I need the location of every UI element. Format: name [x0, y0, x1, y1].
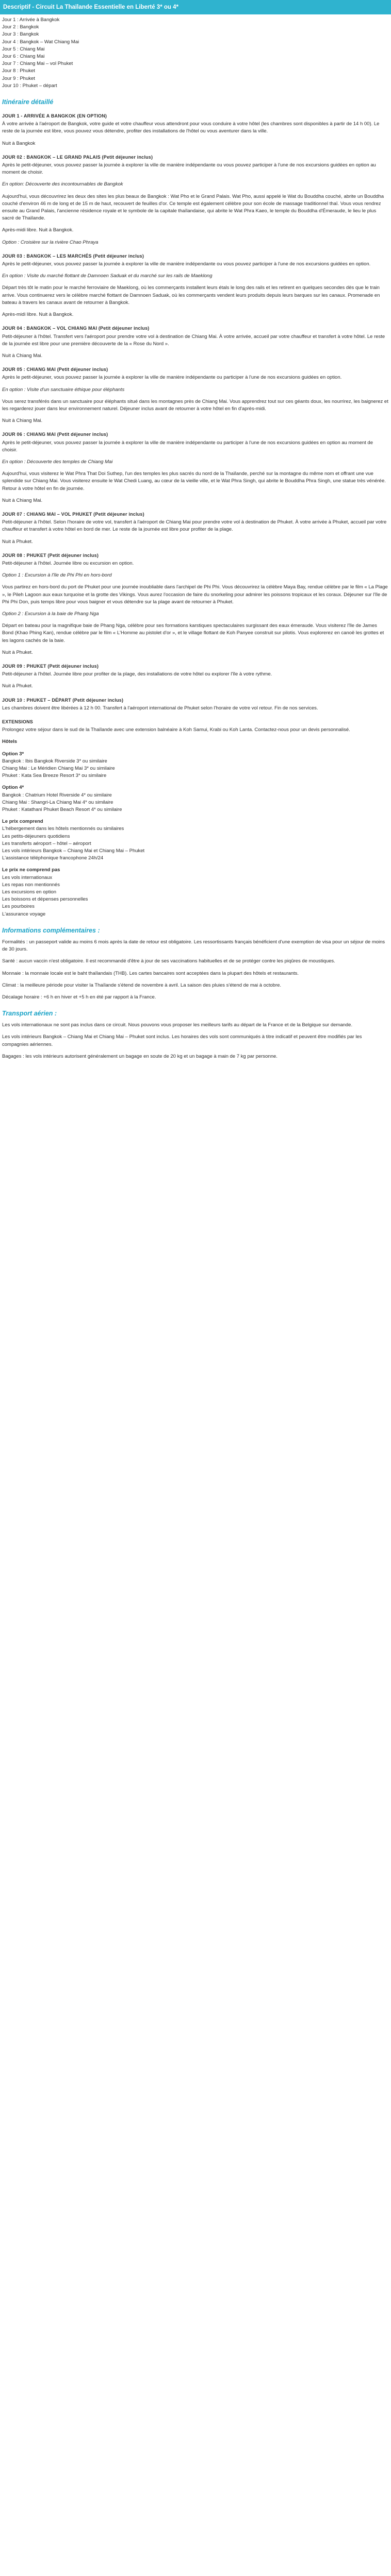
hotel-item: Phuket : Katathani Phuket Beach Resort 4* ou similaire [2, 807, 122, 813]
day-section [2, 511, 389, 546]
included-item: Les vols intérieurs Bangkok – Chiang Mai et Chiang Mai – Phuket [2, 848, 145, 854]
day-option: Option 2 : Excursion à la baie de Phang Nga [2, 611, 99, 617]
toc-item: Jour 9 : Phuket [2, 75, 35, 81]
itinerary-heading: Itinéraire détaillé [2, 98, 54, 106]
day-text: Petit-déjeuner à l'hôtel. Selon l'horaire de votre vol, transfert à l'aéroport de Chiang Mai pour prendre votre vol à destination de Phuket. À votre arrivée à Phuket, accueil par votre chauffeur et transfert à votre hôtel en bord de mer. Le reste de la journée est libre pour profiter de la plage. [2, 519, 387, 533]
page [0, 0, 391, 1075]
day-text: Départ très tôt le matin pour le marché ferroviaire de Maeklong, où les commerçants installent leurs étals le long des rails et les retirent en quelques secondes dès que le train arrive. Vous continuerez vers le célèbre marché flottant de Damnoen Saduak, où les commerçants vendent leurs produits depuis leurs barques sur les canaux. Promenade en bateau à travers les canaux avant de retourner à Bangkok. [2, 285, 380, 306]
transport-text: Les vols internationaux ne sont pas inclus dans ce circuit. Nous pouvons vous proposer les meilleurs tarifs au départ de la France et de la Belgique sur demande. [2, 1022, 353, 1028]
extension-section [2, 718, 389, 734]
day-heading: JOUR 04 : BANGKOK – VOL CHIANG MAI (Petit déjeuner inclus) [2, 326, 150, 331]
day-text: Vous partirez en hors-bord du port de Phuket pour une journée inoubliable dans l'archipel de Phi Phi. Vous découvrirez la célèbre Maya Bay, rendue célèbre par le film « La Plage », le Pileh Lagoon aux eaux turquoise et la grotte des Vikings. Vous aurez l'occasion de faire du snorkeling pour admirer les poissons tropicaux et les coraux. Déjeuner sur l'île de Phi Phi Don, puis temps libre pour vous baigner et vous détendre sur la plage avant de retourner à Phuket. [2, 584, 388, 605]
day-text: Après-midi libre. Nuit à Bangkok. [2, 227, 74, 233]
day-text: Nuit à Chiang Mai. [2, 352, 43, 359]
hotel-item: Bangkok : Ibis Bangkok Riverside 3* ou similaire [2, 758, 107, 764]
transport-section [2, 1022, 389, 1060]
day-section [2, 431, 389, 504]
not-included-item: Les vols internationaux [2, 874, 53, 880]
info-text: Formalités : un passeport valide au moins 6 mois après la date de retour est obligatoire. Les ressortissants français bénéficient d'une exemption de visa pour un séjour de moins de 30 jours. [2, 939, 385, 953]
day-text: Après le petit-déjeuner, vous pouvez passer la journée à explorer la ville de manière indépendante ou participer à l'une de nos excursions guidées en option au moment de choisir. [2, 439, 373, 453]
day-heading: JOUR 03 : BANGKOK – LES MARCHÉS (Petit déjeuner inclus) [2, 253, 144, 259]
extension-heading: EXTENSIONS [2, 719, 34, 725]
day-text: Nuit à Phuket. [2, 649, 33, 655]
day-option: En option : Visite d'un sanctuaire éthique pour éléphants [2, 386, 125, 393]
included-heading: Le prix comprend [2, 819, 43, 825]
hotel-option [2, 784, 389, 814]
info-heading: Informations complémentaires : [2, 926, 100, 934]
day-text: Nuit à Bangkok [2, 140, 36, 146]
day-option: En option: Découverte des incontournables de Bangkok [2, 181, 123, 188]
day-text: Après-midi libre. Nuit à Bangkok. [2, 312, 74, 318]
day-heading: JOUR 08 : PHUKET (Petit déjeuner inclus) [2, 552, 99, 558]
day-text: Nuit à Chiang Mai. [2, 497, 43, 503]
day-heading: JOUR 10 : PHUKET – DÉPART (Petit déjeuner inclus) [2, 697, 124, 703]
included-item: Les petits-déjeuners quotidiens [2, 833, 70, 839]
not-included-item: Les excursions en option [2, 889, 57, 895]
day-section [2, 663, 389, 690]
toc-item: Jour 2 : Bangkok [2, 24, 39, 30]
day-heading: JOUR 05 : CHIANG MAI (Petit déjeuner inclus) [2, 367, 108, 372]
transport-text: Bagages : les vols intérieurs autorisent généralement un bagage en soute de 20 kg et un bagage à main de 7 kg par personne. [2, 1053, 278, 1059]
hotel-item: Chiang Mai : Le Méridien Chiang Mai 3* ou similaire [2, 766, 115, 772]
info-text: Monnaie : la monnaie locale est le baht thaïlandais (THB). Les cartes bancaires sont acceptées dans la plupart des hôtels et restaurants. [2, 970, 299, 976]
info-text: Décalage horaire : +6 h en hiver et +5 h en été par rapport à la France. [2, 994, 156, 1000]
day-text: Nuit à Phuket. [2, 538, 33, 545]
day-heading: JOUR 07 : CHIANG MAI – VOL PHUKET (Petit déjeuner inclus) [2, 511, 144, 517]
toc-item: Jour 3 : Bangkok [2, 31, 39, 38]
day-text: Départ en bateau pour la magnifique baie de Phang Nga, célèbre pour ses formations karstiques spectaculaires surgissant des eaux émeraude. Vous visiterez l'île de James Bond (Khao Phing Kan), rendue célèbre par le film « L'Homme au pistolet d'or », et le village flottant de Koh Panyee construit sur pilotis. Vous explorerez en canoë les grottes et les lagons cachés de la baie. [2, 623, 384, 643]
content [0, 14, 391, 1060]
day-text: Après le petit-déjeuner, vous pouvez passer la journée à explorer la ville de manière indépendante ou vous pouvez participer à l'une de nos excursions guidées en option au moment de choisir. [2, 162, 376, 176]
toc-item: Jour 5 : Chiang Mai [2, 46, 45, 52]
day-text: Après le petit-déjeuner, vous pouvez passer la journée à explorer la ville de manière indépendante ou vous pouvez participer à l'une de nos excursions guidées en option. [2, 261, 371, 267]
transport-text: Les vols intérieurs Bangkok – Chiang Mai et Chiang Mai – Phuket sont inclus. Les horaires des vols sont communiqués à titre indicatif et peuvent être modifiés par les compagnies aériennes. [2, 1034, 362, 1047]
day-text: Petit-déjeuner à l'hôtel. Journée libre ou excursion en option. [2, 560, 134, 566]
day-text: Vous serez transférés dans un sanctuaire pour éléphants situé dans les montagnes près de Chiang Mai. Vous apprendrez tout sur ces géants doux, les nourrirez, les baignerez et les regarderez jouer dans leur environnement naturel. Déjeuner inclus avant de retourner à votre hôtel en fin d'après-midi. [2, 398, 388, 412]
transport-heading: Transport aérien : [2, 1010, 57, 1018]
day-option: En option : Visite du marché flottant de Damnoen Saduak et du marché sur les rails de Maeklong [2, 273, 213, 279]
day-option: En option : Découverte des temples de Chiang Mai [2, 459, 113, 465]
toc-item: Jour 6 : Chiang Mai [2, 54, 45, 60]
info-section [2, 939, 389, 1001]
extension-text: Prolongez votre séjour dans le sud de la Thaïlande avec une extension balnéaire à Koh Samui, Krabi ou Koh Lanta. Contactez-nous pour un devis personnalisé. [2, 727, 350, 733]
toc-item: Jour 1 : Arrivée à Bangkok [2, 17, 60, 23]
day-text: Aujourd'hui, vous visiterez le Wat Phra That Doi Suthep, l'un des temples les plus sacrés du nord de la Thaïlande, perché sur la montagne du même nom et offrant une vue splendide sur Chiang Mai. Vous visiterez ensuite le Wat Chedi Luang, au cœur de la vieille ville, et le Wat Phra Singh, qui abrite le Bouddha Phra Singh, une statue très vénérée. Retour à votre hôtel en fin de journée. [2, 471, 386, 492]
hotels-heading: Hôtels [2, 739, 18, 745]
day-text: À votre arrivée à l'aéroport de Bangkok, votre guide et votre chauffeur vous attendront pour vous conduire à votre hôtel (les chambres sont disponibles à partir de 14 h 00). Le reste de la journée est libre, vous pouvez vous détendre, profiter des installations de l'hôtel ou vous aventurer dans la ville. [2, 121, 380, 134]
day-section [2, 112, 389, 147]
included-item: Les transferts aéroport – hôtel – aéroport [2, 840, 91, 846]
hotel-category: Option 3* [2, 751, 24, 757]
toc-item: Jour 8 : Phuket [2, 68, 35, 74]
day-text: Petit-déjeuner à l'hôtel. Journée libre pour profiter de la plage, des installations de votre hôtel ou explorer l'île à votre rythme. [2, 671, 272, 677]
day-section [2, 697, 389, 712]
day-section [2, 552, 389, 656]
included-section [2, 818, 389, 862]
day-section [2, 154, 389, 246]
table-of-contents [2, 16, 389, 90]
info-text: Santé : aucun vaccin n'est obligatoire. Il est recommandé d'être à jour de ses vaccinations habituelles et de se protéger contre les piqûres de moustiques. [2, 958, 335, 964]
not-included-item: Les boissons et dépenses personnelles [2, 896, 88, 903]
day-text: Aujourd'hui, vous découvrirez les deux des sites les plus beaux de Bangkok : Wat Pho et le Grand Palais. Wat Pho, aussi appelé le Wat du Bouddha couché, abrite un Bouddha couché d'environ 46 m de long et de 15 m de haut, recouvert de feuilles d'or. Ce temple est également célèbre pour son école de massage traditionnel thaï. Vous vous rendrez ensuite au Grand Palais, l'ancienne résidence royale et le symbole de la capitale thaïlandaise, qui abrite le Wat Phra Kaeo, le temple du Bouddha d'Émeraude, le lieu le plus sacré de Thaïlande. [2, 193, 384, 222]
day-heading: JOUR 1 - ARRIVÉE A BANGKOK (EN OPTION) [2, 113, 107, 119]
not-included-item: L'assurance voyage [2, 911, 46, 917]
hotel-item: Chiang Mai : Shangri-La Chiang Mai 4* ou similaire [2, 799, 113, 805]
not-included-heading: Le prix ne comprend pas [2, 867, 60, 873]
day-text: Les chambres doivent être libérées à 12 h 00. Transfert à l'aéroport international de Phuket selon l'horaire de votre vol retour. Fin de nos services. [2, 705, 318, 711]
day-heading: JOUR 09 : PHUKET (Petit déjeuner inclus) [2, 664, 99, 669]
not-included-item: Les repas non mentionnés [2, 882, 60, 888]
hotel-item: Phuket : Kata Sea Breeze Resort 3* ou similaire [2, 773, 107, 779]
toc-item: Jour 10 : Phuket – départ [2, 82, 57, 89]
not-included-item: Les pourboires [2, 904, 35, 910]
day-text: Après le petit-déjeuner, vous pouvez passer la journée à explorer la ville de manière indépendante ou participer à l'une de nos excursions guidées en option. [2, 375, 342, 381]
day-section [2, 366, 389, 425]
day-option: Option 1 : Excursion à l'île de Phi Phi en hors-bord [2, 572, 112, 579]
day-heading: JOUR 02 : BANGKOK – LE GRAND PALAIS (Petit déjeuner inclus) [2, 154, 153, 160]
included-item: L'hébergement dans les hôtels mentionnés ou similaires [2, 826, 124, 832]
day-text: Petit-déjeuner à l'hôtel. Transfert vers l'aéroport pour prendre votre vol à destination de Chiang Mai. À votre arrivée, accueil par votre chauffeur et transfert à votre hôtel. Le reste de la journée est libre pour une première découverte de la « Rose du Nord ». [2, 333, 385, 347]
day-option: Option : Croisière sur la rivière Chao Phraya [2, 239, 99, 245]
included-item: L'assistance téléphonique francophone 24h/24 [2, 855, 104, 861]
toc-item: Jour 7 : Chiang Mai – vol Phuket [2, 61, 73, 67]
page-title: Descriptif - Circuit La Thaïlande Essentielle en Liberté 3* ou 4* [0, 0, 391, 14]
hotels-section [2, 738, 389, 814]
day-section [2, 325, 389, 360]
not-included-section [2, 867, 389, 918]
day-text: Nuit à Phuket. [2, 683, 33, 689]
day-section [2, 252, 389, 318]
hotel-item: Bangkok : Chatrium Hotel Riverside 4* ou similaire [2, 792, 112, 798]
toc-item: Jour 4 : Bangkok – Wat Chiang Mai [2, 39, 79, 45]
info-text: Climat : la meilleure période pour visiter la Thaïlande s'étend de novembre à avril. La saison des pluies s'étend de mai à octobre. [2, 982, 282, 988]
day-heading: JOUR 06 : CHIANG MAI (Petit déjeuner inclus) [2, 432, 108, 437]
hotel-option [2, 751, 389, 780]
hotel-category: Option 4* [2, 785, 24, 791]
day-text: Nuit à Chiang Mai. [2, 418, 43, 424]
